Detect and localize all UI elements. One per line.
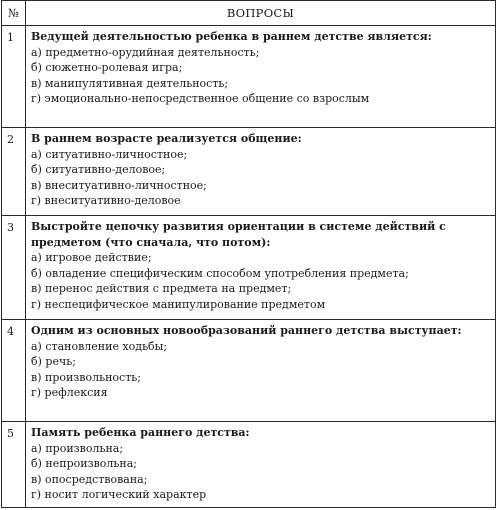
answer-option: в) перенос действия с предмета на предмет; [31,282,292,296]
answer-option: б) непроизвольна; [31,457,137,471]
answer-option: б) овладение специфическим способом употребления предмета; [31,266,409,280]
question-text: Память ребенка раннего детства: [31,426,250,439]
question-number: 2 [2,128,26,216]
answer-option: в) произвольность; [31,370,141,384]
answer-option: б) ситуативно-деловое; [31,163,166,177]
answer-option: г) внеситуативно-деловое [31,194,181,208]
answer-option: г) рефлексия [31,386,108,400]
question-row [2,128,496,216]
question-text: Выстройте цепочку развития ориентации в системе действий с предметом (что сначала, что потом): [31,220,446,249]
answer-option: г) неспецифическое манипулирование предметом [31,297,326,311]
header-row [2,1,496,26]
answer-option: а) ситуативно-личностное; [31,147,188,161]
question-text: Одним из основных новообразований раннего детства выступает: [31,324,462,337]
answer-option: а) предметно-орудийная деятельность; [31,45,260,59]
question-number: 1 [2,26,26,128]
questions-table [1,0,496,508]
question-cell [26,128,496,216]
answer-option: а) произвольна; [31,441,124,455]
question-row [2,320,496,422]
answer-option: г) эмоционально-непосредственное общение со взрослым [31,92,370,106]
answer-option: в) манипулятивная деятельность; [31,76,229,90]
question-cell [26,422,496,508]
question-cell [26,320,496,422]
answer-option: а) игровое действие; [31,251,152,265]
question-cell [26,216,496,320]
question-row [2,26,496,128]
question-text: Ведущей деятельностью ребенка в раннем детстве является: [31,30,432,43]
answer-option: а) становление ходьбы; [31,339,168,353]
answer-option: г) носит логический характер [31,488,207,502]
question-number: 4 [2,320,26,422]
answer-option: в) опосредствована; [31,472,148,486]
question-text: В раннем возрасте реализуется общение: [31,132,302,145]
column-header-questions: ВОПРОСЫ [26,1,496,26]
question-number: 5 [2,422,26,508]
answer-option: б) речь; [31,355,76,369]
question-row [2,422,496,508]
answer-option: б) сюжетно-ролевая игра; [31,61,183,75]
question-row [2,216,496,320]
question-number: 3 [2,216,26,320]
question-cell [26,26,496,128]
column-header-number: № [2,1,26,26]
answer-option: в) внеситуативно-личностное; [31,178,207,192]
